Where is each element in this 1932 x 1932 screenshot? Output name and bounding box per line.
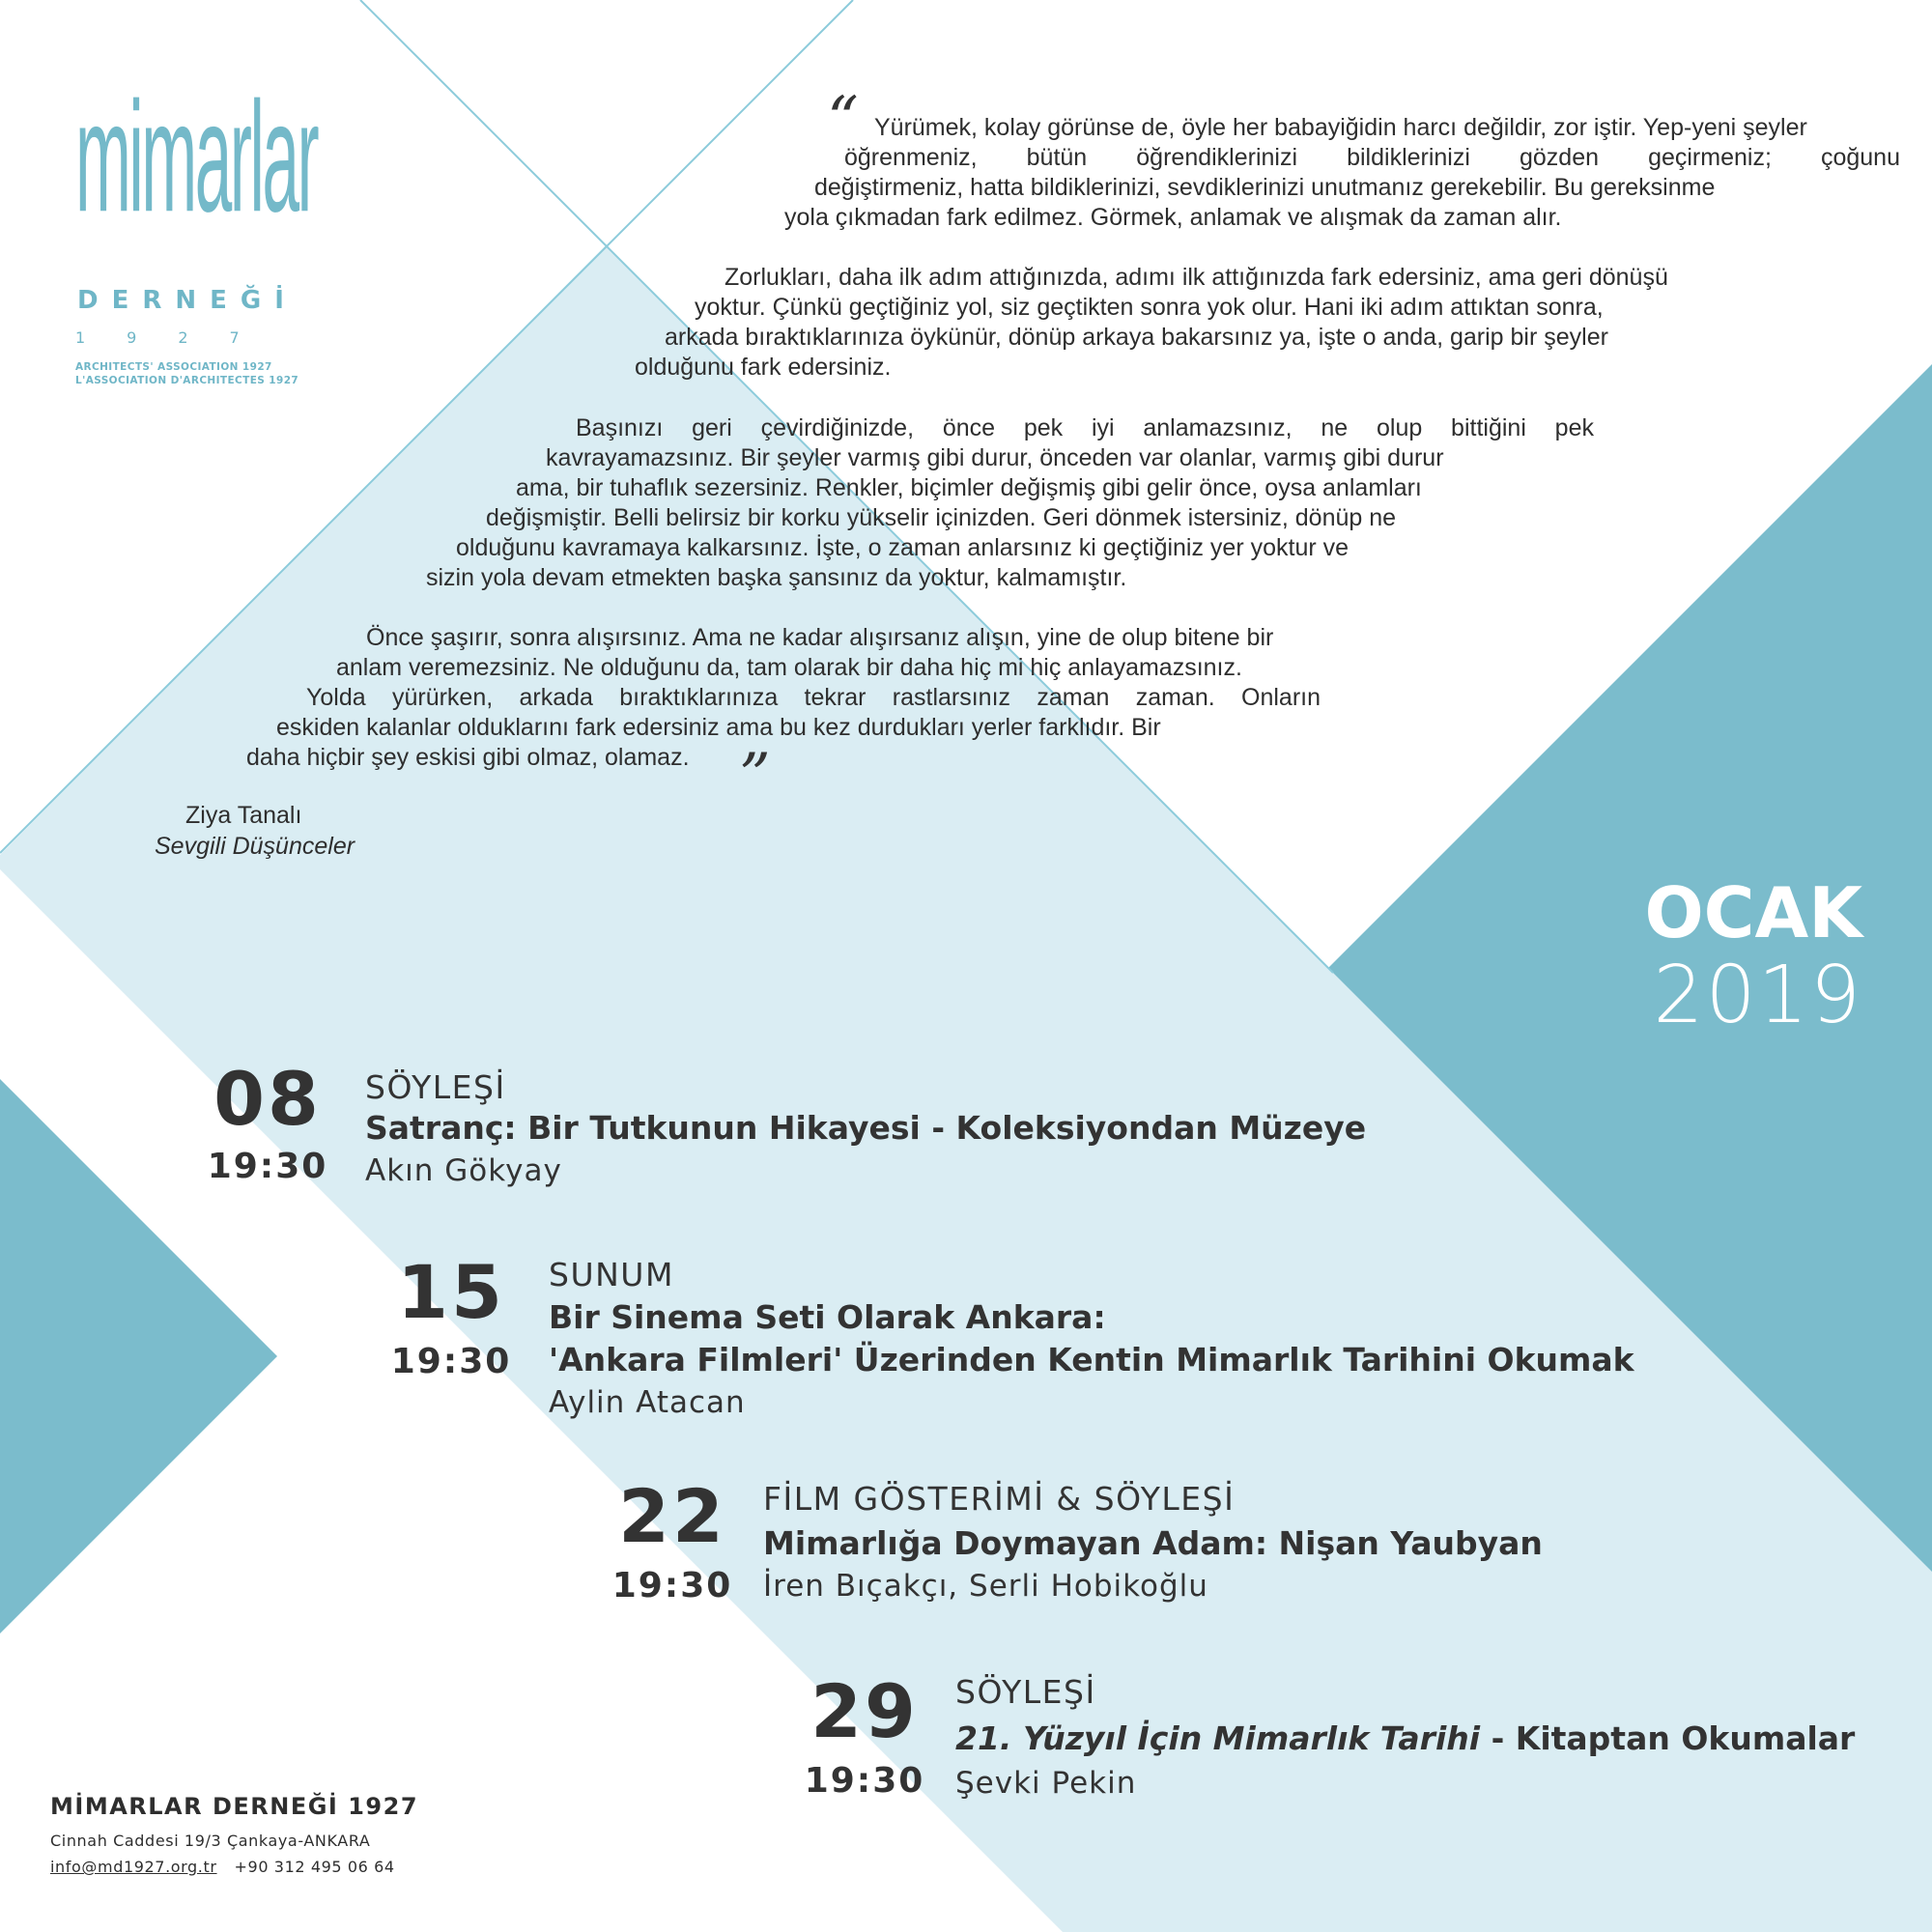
quote-line: değişmiştir. Belli belirsiz bir korku yükselir içinizden. Geri dönmek istersiniz, dönüp ne bbox=[486, 504, 1397, 531]
event-speaker: Şevki Pekin bbox=[955, 1766, 1137, 1801]
quote-close-mark: ” bbox=[739, 741, 771, 812]
event-time: 19:30 bbox=[390, 1342, 512, 1381]
event-speaker: Akın Gökyay bbox=[365, 1153, 562, 1188]
quote-line: değiştirmeniz, hatta bildiklerinizi, sevdiklerinizi unutmanız gerekebilir. Bu gereksinme bbox=[814, 174, 1716, 201]
quote-line: anlam veremezsiniz. Ne olduğunu da, tam olarak bir daha hiç mi hiç anlayamazsınız. bbox=[336, 654, 1242, 681]
month-heading bbox=[1611, 874, 1862, 1040]
event-title bbox=[955, 1718, 1855, 1760]
event-speaker: Aylin Atacan bbox=[549, 1385, 746, 1420]
event-title-rest: - Kitaptan Okumalar bbox=[1480, 1719, 1856, 1757]
footer-email-link[interactable]: info@md1927.org.tr bbox=[50, 1858, 217, 1876]
event-title: Mimarlığa Doymayan Adam: Nişan Yaubyan bbox=[763, 1524, 1543, 1562]
quote-line: yoktur. Çünkü geçtiğiniz yol, siz geçtikten sonra yok olur. Hani iki adım attıktan sonra, bbox=[695, 294, 1604, 321]
quote-line: sizin yola devam etmekten başka şansınız da yoktur, kalmamıştır. bbox=[426, 564, 1127, 591]
event-day: 08 bbox=[213, 1056, 322, 1142]
quote-line: Zorlukları, daha ilk adım attığınızda, adımı ilk attığınızda fark edersiniz, ama geri dönüşü bbox=[724, 264, 1668, 291]
month-year: 2019 bbox=[1653, 950, 1862, 1041]
event-title: 'Ankara Filmleri' Üzerinden Kentin Mimarlık Tarihini Okumak bbox=[549, 1341, 1634, 1378]
event-title: Satranç: Bir Tutkunun Hikayesi - Koleksiyondan Müzeye bbox=[365, 1109, 1367, 1147]
event-title: Bir Sinema Seti Olarak Ankara: bbox=[549, 1298, 1106, 1336]
quote-line: yola çıkmadan fark edilmez. Görmek, anlamak ve alışmak da zaman alır. bbox=[784, 204, 1562, 231]
quote-open-mark: “ bbox=[827, 84, 859, 156]
quote-line: Başınızı geri çevirdiğinizde, önce pek iyi anlamazsınız, ne olup bittiğini pek bbox=[576, 414, 1594, 441]
event-category: SÖYLEŞİ bbox=[955, 1673, 1096, 1711]
quote-author: Ziya Tanalı bbox=[185, 802, 302, 829]
event-speaker: İren Bıçakçı, Serli Hobikoğlu bbox=[763, 1569, 1208, 1604]
quote-line: kavrayamazsınız. Bir şeyler varmış gibi durur, önceden var olanlar, varmış gibi durur bbox=[546, 444, 1444, 471]
event-day: 29 bbox=[810, 1668, 919, 1754]
event-category: SUNUM bbox=[549, 1256, 674, 1293]
logo-assoc-fr: L'ASSOCIATION D'ARCHITECTES 1927 bbox=[75, 375, 299, 386]
quote-line: daha hiçbir şey eskisi gibi olmaz, olamaz. bbox=[246, 744, 690, 771]
quote-line: ama, bir tuhaflık sezersiniz. Renkler, biçimler değişmiş gibi gelir önce, oysa anlamları bbox=[516, 474, 1422, 501]
event-time: 19:30 bbox=[611, 1566, 733, 1605]
footer-address: Cinnah Caddesi 19/3 Çankaya-ANKARA bbox=[50, 1832, 371, 1850]
month-name: OCAK bbox=[1644, 872, 1862, 953]
event-category: SÖYLEŞİ bbox=[365, 1068, 506, 1106]
event-time: 19:30 bbox=[804, 1761, 925, 1801]
footer-phone: +90 312 495 06 64 bbox=[234, 1858, 395, 1876]
event-day: 22 bbox=[618, 1473, 726, 1559]
event-time: 19:30 bbox=[207, 1147, 328, 1186]
event-category: FİLM GÖSTERİMİ & SÖYLEŞİ bbox=[763, 1480, 1236, 1518]
quote-line: Yolda yürürken, arkada bıraktıklarınıza tekrar rastlarsınız zaman zaman. Onların bbox=[306, 684, 1321, 711]
logo-wordmark: mimarlar bbox=[75, 69, 318, 245]
event-day: 15 bbox=[397, 1249, 505, 1335]
logo-assoc-en: ARCHITECTS' ASSOCIATION 1927 bbox=[75, 361, 272, 373]
quote-line: arkada bıraktıklarınıza öykünür, dönüp arkaya bakarsınız ya, işte o anda, garip bir şeyler bbox=[665, 324, 1608, 351]
logo bbox=[75, 69, 318, 387]
quote-line: Yürümek, kolay görünse de, öyle her babayiğidin harcı değildir, zor iştir. Yep-yeni şeyler bbox=[874, 114, 1807, 141]
footer bbox=[50, 1793, 418, 1876]
quote-line: Önce şaşırır, sonra alışırsınız. Ama ne kadar alışırsanız alışın, yine de olup bitene bir bbox=[366, 624, 1274, 651]
quote-line: öğrenmeniz, bütün öğrendiklerinizi bildiklerinizi gözden geçirmeniz; çoğunu bbox=[844, 144, 1900, 171]
event-title-book: 21. Yüzyıl İçin Mimarlık Tarihi bbox=[955, 1719, 1481, 1757]
quote-line: olduğunu kavramaya kalkarsınız. İşte, o zaman anlarsınız ki geçtiğiniz yer yoktur ve bbox=[456, 534, 1350, 561]
logo-year: 1927 bbox=[75, 328, 281, 347]
footer-org-name: MİMARLAR DERNEĞİ 1927 bbox=[50, 1793, 419, 1820]
quote-line: eskiden kalanlar olduklarını fark edersiniz ama bu kez durdukları yerler farklıdır. Bir bbox=[276, 714, 1161, 741]
quote-line: olduğunu fark edersiniz. bbox=[635, 354, 892, 381]
logo-subtitle: DERNEĞİ bbox=[77, 286, 298, 315]
quote-book-title: Sevgili Düşünceler bbox=[155, 833, 355, 860]
footer-contact bbox=[50, 1858, 418, 1876]
